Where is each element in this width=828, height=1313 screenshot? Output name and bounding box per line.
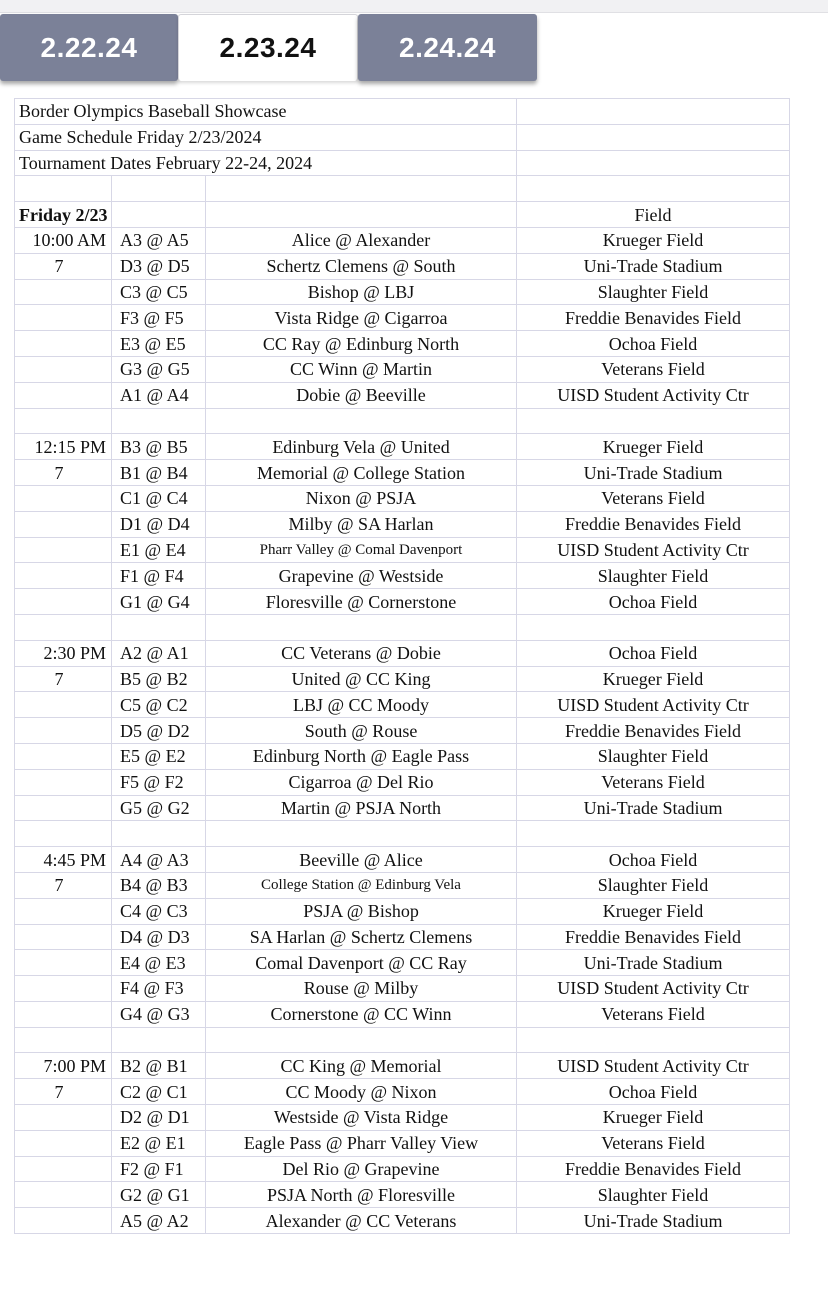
empty-cell[interactable] xyxy=(112,821,206,847)
empty-cell[interactable] xyxy=(15,1156,112,1182)
header-row xyxy=(15,99,790,125)
game-row xyxy=(15,434,790,460)
game-row xyxy=(15,537,790,563)
empty-cell[interactable] xyxy=(15,511,112,537)
game-row xyxy=(15,563,790,589)
field-name[interactable]: UISD Student Activity Ctr xyxy=(517,537,790,563)
field-name[interactable]: Veterans Field xyxy=(517,1130,790,1156)
empty-cell[interactable] xyxy=(15,795,112,821)
empty-cell[interactable] xyxy=(112,408,206,434)
matchup[interactable]: Schertz Clemens @ South xyxy=(206,253,517,279)
field-name[interactable]: Freddie Benavides Field xyxy=(517,305,790,331)
empty-cell[interactable] xyxy=(15,1182,112,1208)
game-code[interactable]: F3 @ F5 xyxy=(112,305,206,331)
header-row xyxy=(15,150,790,176)
field-name[interactable]: Slaughter Field xyxy=(517,279,790,305)
game-code[interactable]: D1 @ D4 xyxy=(112,511,206,537)
empty-cell[interactable] xyxy=(112,176,206,202)
game-code[interactable]: C3 @ C5 xyxy=(112,279,206,305)
empty-cell[interactable] xyxy=(15,924,112,950)
empty-cell[interactable] xyxy=(517,614,790,640)
field-name[interactable]: Uni-Trade Stadium xyxy=(517,795,790,821)
game-code[interactable]: B1 @ B4 xyxy=(112,460,206,486)
empty-cell[interactable] xyxy=(15,589,112,615)
tab-2-22-24[interactable]: 2.22.24 xyxy=(0,14,178,81)
empty-cell[interactable] xyxy=(15,718,112,744)
game-code[interactable]: F1 @ F4 xyxy=(112,563,206,589)
matchup[interactable]: United @ CC King xyxy=(206,666,517,692)
empty-cell[interactable] xyxy=(15,356,112,382)
time-slot[interactable]: 12:15 PM xyxy=(15,434,112,460)
empty-cell[interactable] xyxy=(15,563,112,589)
game-row xyxy=(15,640,790,666)
empty-cell[interactable] xyxy=(15,408,112,434)
field-name[interactable]: Krueger Field xyxy=(517,898,790,924)
empty-cell[interactable] xyxy=(517,408,790,434)
matchup[interactable]: Del Rio @ Grapevine xyxy=(206,1156,517,1182)
game-row xyxy=(15,666,790,692)
empty-cell[interactable] xyxy=(517,124,790,150)
game-code[interactable]: C1 @ C4 xyxy=(112,485,206,511)
empty-cell[interactable] xyxy=(15,898,112,924)
matchup[interactable]: CC Veterans @ Dobie xyxy=(206,640,517,666)
time-slot[interactable]: 7:00 PM xyxy=(15,1053,112,1079)
field-name[interactable]: Veterans Field xyxy=(517,356,790,382)
blank-row xyxy=(15,614,790,640)
game-code[interactable]: B5 @ B2 xyxy=(112,666,206,692)
blank-row xyxy=(15,408,790,434)
game-code[interactable]: C2 @ C1 xyxy=(112,1079,206,1105)
field-name[interactable]: Slaughter Field xyxy=(517,872,790,898)
empty-cell[interactable] xyxy=(15,537,112,563)
matchup[interactable]: Grapevine @ Westside xyxy=(206,563,517,589)
game-code[interactable]: B4 @ B3 xyxy=(112,872,206,898)
game-count[interactable]: 7 xyxy=(15,872,112,898)
game-row xyxy=(15,950,790,976)
game-code[interactable]: E1 @ E4 xyxy=(112,537,206,563)
field-name[interactable]: UISD Student Activity Ctr xyxy=(517,976,790,1002)
empty-cell[interactable] xyxy=(206,614,517,640)
empty-cell[interactable] xyxy=(206,408,517,434)
field-name[interactable]: UISD Student Activity Ctr xyxy=(517,1053,790,1079)
empty-cell[interactable] xyxy=(15,1027,112,1053)
game-code[interactable]: E3 @ E5 xyxy=(112,331,206,357)
field-name[interactable]: Krueger Field xyxy=(517,1105,790,1131)
matchup[interactable]: Cornerstone @ CC Winn xyxy=(206,1001,517,1027)
game-row xyxy=(15,847,790,873)
matchup[interactable]: Eagle Pass @ Pharr Valley View xyxy=(206,1130,517,1156)
game-row xyxy=(15,1053,790,1079)
game-count[interactable]: 7 xyxy=(15,253,112,279)
game-code[interactable]: F2 @ F1 xyxy=(112,1156,206,1182)
empty-cell[interactable] xyxy=(15,1208,112,1234)
empty-cell[interactable] xyxy=(15,692,112,718)
game-code[interactable]: A3 @ A5 xyxy=(112,227,206,253)
matchup[interactable]: Comal Davenport @ CC Ray xyxy=(206,950,517,976)
empty-cell[interactable] xyxy=(112,202,206,228)
matchup[interactable]: Edinburg North @ Eagle Pass xyxy=(206,743,517,769)
game-code[interactable]: E4 @ E3 xyxy=(112,950,206,976)
field-name[interactable]: Freddie Benavides Field xyxy=(517,1156,790,1182)
empty-cell[interactable] xyxy=(15,950,112,976)
game-code[interactable]: G1 @ G4 xyxy=(112,589,206,615)
game-code[interactable]: D4 @ D3 xyxy=(112,924,206,950)
header-line[interactable]: Tournament Dates February 22-24, 2024 xyxy=(15,150,517,176)
header-line[interactable]: Border Olympics Baseball Showcase xyxy=(15,99,517,125)
game-code[interactable]: D5 @ D2 xyxy=(112,718,206,744)
tab-2-24-24[interactable]: 2.24.24 xyxy=(358,14,537,81)
header-line[interactable]: Game Schedule Friday 2/23/2024 xyxy=(15,124,517,150)
field-name[interactable]: Slaughter Field xyxy=(517,1182,790,1208)
empty-cell[interactable] xyxy=(15,485,112,511)
top-strip xyxy=(0,0,828,13)
game-row xyxy=(15,898,790,924)
empty-cell[interactable] xyxy=(15,305,112,331)
field-name[interactable]: Ochoa Field xyxy=(517,640,790,666)
matchup[interactable]: PSJA @ Bishop xyxy=(206,898,517,924)
game-row xyxy=(15,872,790,898)
field-name[interactable]: Veterans Field xyxy=(517,485,790,511)
matchup[interactable]: South @ Rouse xyxy=(206,718,517,744)
field-name[interactable]: Freddie Benavides Field xyxy=(517,511,790,537)
field-name[interactable]: Uni-Trade Stadium xyxy=(517,950,790,976)
header-row xyxy=(15,124,790,150)
matchup[interactable]: Vista Ridge @ Cigarroa xyxy=(206,305,517,331)
field-name[interactable]: Uni-Trade Stadium xyxy=(517,1208,790,1234)
matchup[interactable]: Pharr Valley @ Comal Davenport xyxy=(206,537,517,563)
empty-cell[interactable] xyxy=(15,821,112,847)
day-header[interactable]: Friday 2/23 xyxy=(15,202,112,228)
game-code[interactable]: A4 @ A3 xyxy=(112,847,206,873)
field-name[interactable]: Krueger Field xyxy=(517,227,790,253)
empty-cell[interactable] xyxy=(15,769,112,795)
matchup[interactable]: Dobie @ Beeville xyxy=(206,382,517,408)
field-name[interactable]: Veterans Field xyxy=(517,1001,790,1027)
matchup[interactable]: Milby @ SA Harlan xyxy=(206,511,517,537)
game-row xyxy=(15,1001,790,1027)
empty-cell[interactable] xyxy=(517,99,790,125)
empty-cell[interactable] xyxy=(112,614,206,640)
game-row xyxy=(15,589,790,615)
game-row xyxy=(15,331,790,357)
field-name[interactable]: Veterans Field xyxy=(517,769,790,795)
matchup[interactable]: Edinburg Vela @ United xyxy=(206,434,517,460)
game-row xyxy=(15,743,790,769)
field-name[interactable]: Freddie Benavides Field xyxy=(517,924,790,950)
game-row xyxy=(15,692,790,718)
game-row xyxy=(15,279,790,305)
matchup[interactable]: CC King @ Memorial xyxy=(206,1053,517,1079)
game-code[interactable]: F4 @ F3 xyxy=(112,976,206,1002)
field-name[interactable]: Uni-Trade Stadium xyxy=(517,460,790,486)
blank-row xyxy=(15,821,790,847)
game-code[interactable]: F5 @ F2 xyxy=(112,769,206,795)
empty-cell[interactable] xyxy=(517,176,790,202)
game-code[interactable]: B3 @ B5 xyxy=(112,434,206,460)
matchup[interactable]: Cigarroa @ Del Rio xyxy=(206,769,517,795)
field-name[interactable]: Krueger Field xyxy=(517,434,790,460)
empty-cell[interactable] xyxy=(15,1130,112,1156)
column-header-row xyxy=(15,202,790,228)
matchup[interactable]: College Station @ Edinburg Vela xyxy=(206,872,517,898)
empty-cell[interactable] xyxy=(15,976,112,1002)
empty-cell[interactable] xyxy=(15,1001,112,1027)
matchup[interactable]: Rouse @ Milby xyxy=(206,976,517,1002)
matchup[interactable]: Beeville @ Alice xyxy=(206,847,517,873)
matchup[interactable]: Nixon @ PSJA xyxy=(206,485,517,511)
empty-cell[interactable] xyxy=(517,1027,790,1053)
empty-cell[interactable] xyxy=(206,1027,517,1053)
game-code[interactable]: A5 @ A2 xyxy=(112,1208,206,1234)
matchup[interactable]: Martin @ PSJA North xyxy=(206,795,517,821)
game-row xyxy=(15,718,790,744)
empty-cell[interactable] xyxy=(15,176,112,202)
field-name[interactable]: Slaughter Field xyxy=(517,563,790,589)
empty-cell[interactable] xyxy=(15,331,112,357)
blank-row xyxy=(15,176,790,202)
empty-cell[interactable] xyxy=(517,821,790,847)
matchup[interactable]: Alice @ Alexander xyxy=(206,227,517,253)
game-row xyxy=(15,253,790,279)
empty-cell[interactable] xyxy=(15,743,112,769)
game-row xyxy=(15,382,790,408)
matchup[interactable]: SA Harlan @ Schertz Clemens xyxy=(206,924,517,950)
matchup[interactable]: PSJA North @ Floresville xyxy=(206,1182,517,1208)
field-name[interactable]: Ochoa Field xyxy=(517,589,790,615)
game-code[interactable]: A1 @ A4 xyxy=(112,382,206,408)
empty-cell[interactable] xyxy=(15,382,112,408)
matchup[interactable]: Memorial @ College Station xyxy=(206,460,517,486)
time-slot[interactable]: 4:45 PM xyxy=(15,847,112,873)
game-row xyxy=(15,769,790,795)
empty-cell[interactable] xyxy=(206,176,517,202)
matchup[interactable]: Bishop @ LBJ xyxy=(206,279,517,305)
game-code[interactable]: B2 @ B1 xyxy=(112,1053,206,1079)
empty-cell[interactable] xyxy=(15,279,112,305)
matchup[interactable]: LBJ @ CC Moody xyxy=(206,692,517,718)
game-row xyxy=(15,1182,790,1208)
empty-cell[interactable] xyxy=(112,1027,206,1053)
field-name[interactable]: Freddie Benavides Field xyxy=(517,718,790,744)
game-row xyxy=(15,305,790,331)
game-row xyxy=(15,511,790,537)
game-row xyxy=(15,485,790,511)
game-code[interactable]: G2 @ G1 xyxy=(112,1182,206,1208)
matchup[interactable]: Floresville @ Cornerstone xyxy=(206,589,517,615)
game-code[interactable]: C5 @ C2 xyxy=(112,692,206,718)
time-slot[interactable]: 2:30 PM xyxy=(15,640,112,666)
empty-cell[interactable] xyxy=(15,614,112,640)
game-code[interactable]: E5 @ E2 xyxy=(112,743,206,769)
game-row xyxy=(15,924,790,950)
game-row xyxy=(15,356,790,382)
field-header[interactable]: Field xyxy=(517,202,790,228)
game-count[interactable]: 7 xyxy=(15,460,112,486)
game-code[interactable]: E2 @ E1 xyxy=(112,1130,206,1156)
game-row xyxy=(15,1079,790,1105)
game-code[interactable]: A2 @ A1 xyxy=(112,640,206,666)
game-row xyxy=(15,1105,790,1131)
game-row xyxy=(15,1130,790,1156)
empty-cell[interactable] xyxy=(517,150,790,176)
empty-cell[interactable] xyxy=(206,821,517,847)
game-count[interactable]: 7 xyxy=(15,666,112,692)
field-name[interactable]: UISD Student Activity Ctr xyxy=(517,692,790,718)
game-row xyxy=(15,1156,790,1182)
matchup[interactable]: Westside @ Vista Ridge xyxy=(206,1105,517,1131)
field-name[interactable]: Ochoa Field xyxy=(517,1079,790,1105)
game-code[interactable]: G5 @ G2 xyxy=(112,795,206,821)
field-name[interactable]: Ochoa Field xyxy=(517,847,790,873)
matchup[interactable]: CC Moody @ Nixon xyxy=(206,1079,517,1105)
game-code[interactable]: C4 @ C3 xyxy=(112,898,206,924)
matchup[interactable]: CC Winn @ Martin xyxy=(206,356,517,382)
empty-cell[interactable] xyxy=(15,1105,112,1131)
schedule-table xyxy=(14,98,790,1234)
game-code[interactable]: G3 @ G5 xyxy=(112,356,206,382)
time-slot[interactable]: 10:00 AM xyxy=(15,227,112,253)
tab-2-23-24[interactable]: 2.23.24 xyxy=(178,14,358,81)
matchup[interactable]: CC Ray @ Edinburg North xyxy=(206,331,517,357)
game-row xyxy=(15,227,790,253)
game-code[interactable]: G4 @ G3 xyxy=(112,1001,206,1027)
field-name[interactable]: Ochoa Field xyxy=(517,331,790,357)
game-row xyxy=(15,976,790,1002)
empty-cell[interactable] xyxy=(206,202,517,228)
game-code[interactable]: D3 @ D5 xyxy=(112,253,206,279)
matchup[interactable]: Alexander @ CC Veterans xyxy=(206,1208,517,1234)
field-name[interactable]: Krueger Field xyxy=(517,666,790,692)
game-count[interactable]: 7 xyxy=(15,1079,112,1105)
game-row xyxy=(15,795,790,821)
game-row xyxy=(15,460,790,486)
field-name[interactable]: Slaughter Field xyxy=(517,743,790,769)
blank-row xyxy=(15,1027,790,1053)
field-name[interactable]: UISD Student Activity Ctr xyxy=(517,382,790,408)
game-row xyxy=(15,1208,790,1234)
game-code[interactable]: D2 @ D1 xyxy=(112,1105,206,1131)
field-name[interactable]: Uni-Trade Stadium xyxy=(517,253,790,279)
